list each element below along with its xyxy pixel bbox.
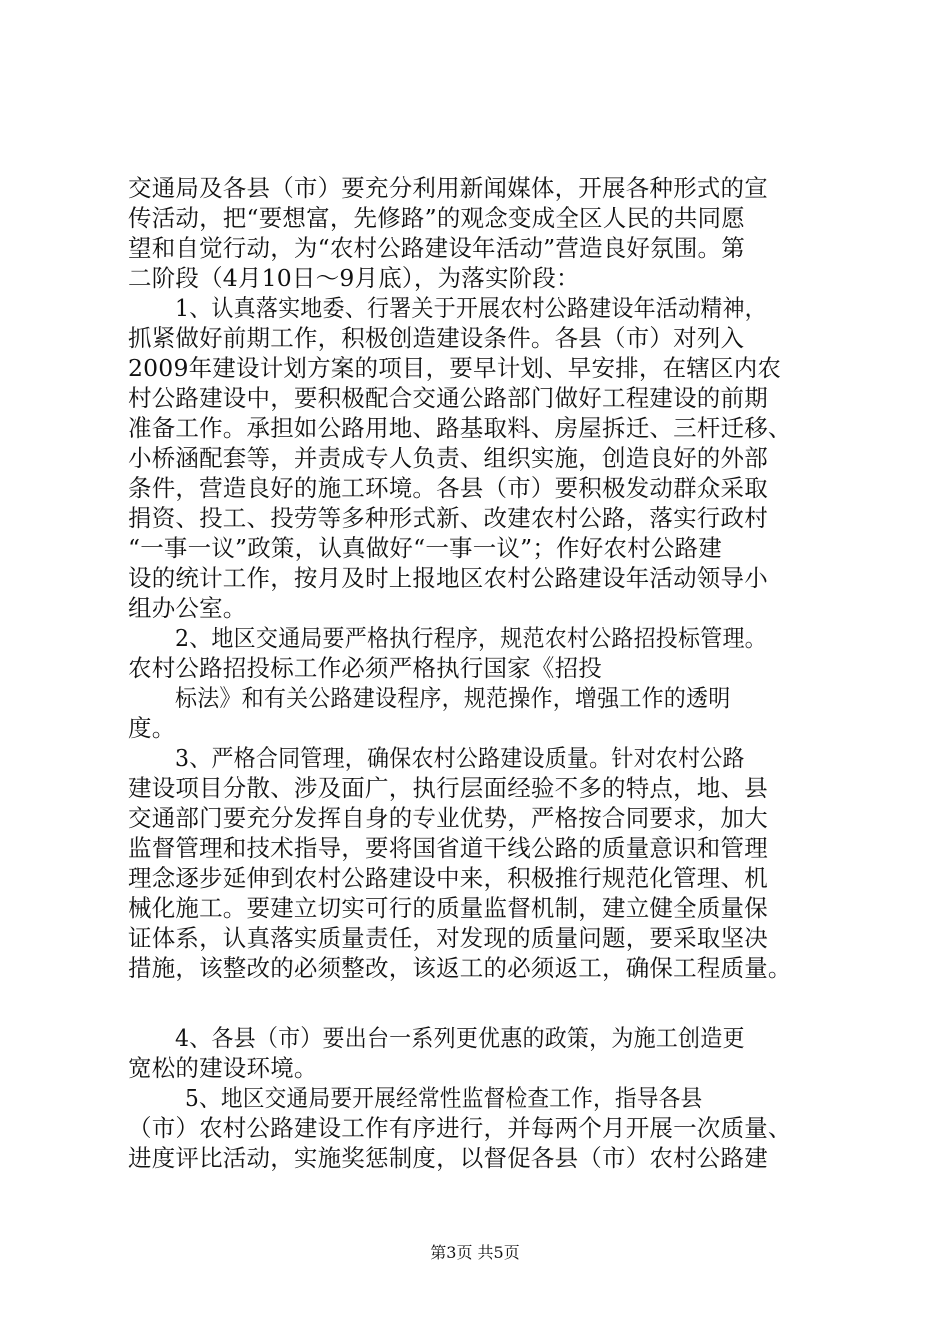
text-line: 建设项目分散、涉及面广，执行层面经验不多的特点，地、县 [128,774,768,802]
text-line: 1、认真落实地委、行署关于开展农村公路建设年活动精神， [175,294,767,322]
page-number-footer: 第3页 共5页 [430,1243,520,1262]
text-line: 传活动，把“要想富，先修路”的观念变成全区人民的共同愿 [128,204,745,232]
text-line: 望和自觉行动，为“农村公路建设年活动”营造良好氛围。第 [128,234,745,262]
text-line: 条件，营造良好的施工环境。各县（市）要积极发动群众采取 [128,474,768,502]
text-line: 2、地区交通局要严格执行程序，规范农村公路招投标管理。 [175,624,767,652]
text-line: 捐资、投工、投劳等多种形式新、改建农村公路，落实行政村 [128,504,768,532]
text-line: 标法》和有关公路建设程序，规范操作，增强工作的透明 [175,684,731,712]
text-line: 2009年建设计划方案的项目，要早计划、早安排，在辖区内农 [128,354,782,382]
text-line: （市）农村公路建设工作有序进行，并每两个月开展一次质量、 [128,1114,792,1142]
text-line: 准备工作。承担如公路用地、路基取料、房屋拆迁、三杆迁移、 [128,414,792,442]
text-line: 抓紧做好前期工作，积极创造建设条件。各县（市）对列入 [128,324,745,352]
text-line: 宽松的建设环境。 [128,1054,318,1082]
text-line: 证体系，认真落实质量责任，对发现的质量问题，要采取坚决 [128,924,768,952]
text-line: 小桥涵配套等，并责成专人负责、组织实施，创造良好的外部 [128,444,768,472]
text-line: 5、地区交通局要开展经常性监督检查工作，指导各县 [185,1084,703,1112]
text-line: 农村公路招投标工作必须严格执行国家《招投 [128,654,602,682]
text-line: 二阶段（4月10日～9月底），为落实阶段： [128,264,580,292]
text-line: 进度评比活动，实施奖惩制度，以督促各县（市）农村公路建 [128,1144,768,1172]
text-line: 监督管理和技术指导，要将国省道干线公路的质量意识和管理 [128,834,768,862]
text-line: 理念逐步延伸到农村公路建设中来，积极推行规范化管理、机 [128,864,768,892]
text-line: 组办公室。 [128,594,247,622]
text-line: 设的统计工作，按月及时上报地区农村公路建设年活动领导小 [128,564,768,592]
text-line: 4、各县（市）要出台一系列更优惠的政策，为施工创造更 [175,1024,745,1052]
text-line: 交通局及各县（市）要充分利用新闻媒体，开展各种形式的宣 [128,174,768,202]
text-line: 械化施工。要建立切实可行的质量监督机制，建立健全质量保 [128,894,768,922]
text-line: 3、严格合同管理，确保农村公路建设质量。针对农村公路 [175,744,745,772]
text-line: 度。 [128,714,176,742]
text-line: 村公路建设中，要积极配合交通公路部门做好工程建设的前期 [128,384,768,412]
text-line: 交通部门要充分发挥自身的专业优势，严格按合同要求，加大 [128,804,768,832]
text-line: “一事一议”政策，认真做好“一事一议”；作好农村公路建 [128,534,722,562]
text-line: 措施，该整改的必须整改，该返工的必须返工，确保工程质量。 [128,954,792,982]
